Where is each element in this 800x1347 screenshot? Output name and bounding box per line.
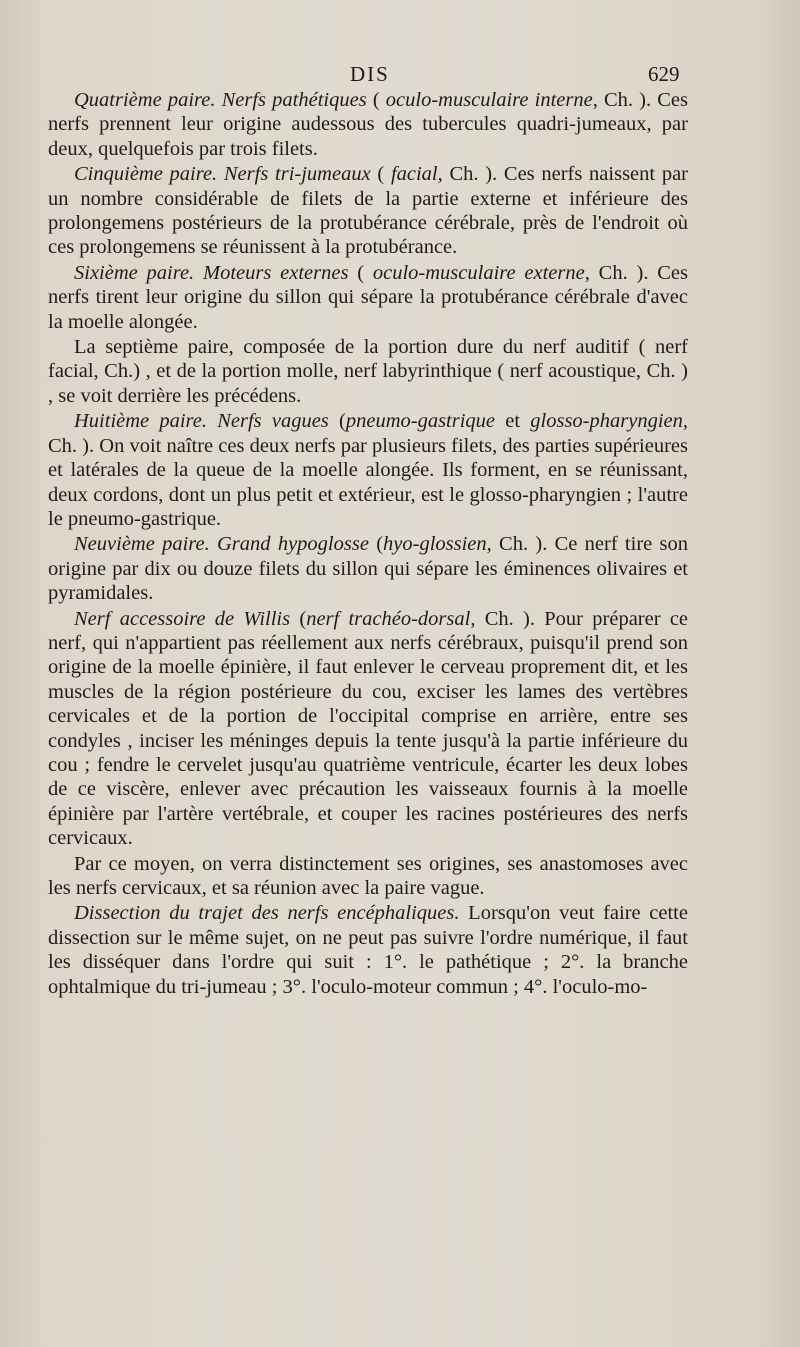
heading-dissection-route: Dissection du trajet des nerfs encéphaliques.	[74, 902, 460, 925]
paragraph-ninth-pair-sep: (	[368, 533, 384, 556]
paragraph-eighth-pair-synonym-1: pneumo-gastrique	[345, 410, 496, 433]
page-number: 629	[648, 62, 680, 86]
paragraph-fourth-pair	[48, 88, 688, 161]
paragraph-sixth-pair-synonym: oculo-musculaire externe	[372, 261, 585, 284]
paragraph-dissection-route	[48, 901, 688, 999]
paragraph-ninth-pair-text: , Ch. ). Ce nerf tire son origine par dix ou douze filets du sillon qui sépare les éminences olivaires et pyramidales.	[48, 533, 689, 605]
heading-fourth-pair: Quatrième paire. Nerfs pathétiques	[74, 89, 367, 111]
paragraph-accessory-nerve-text: , Ch. ). Pour préparer ce nerf, qui n'appartient pas réellement aux nerfs cérébraux, puisqu'il prend son origine de la moelle épinière, il faut enlever le cerveau proprement dit, et les muscles de la région postérieure du cou, exciser les lames des vertèbres cervicales et de la portion de l'occipital comprise en arrière, entre ses condyles , inciser les méninges depuis la tente jusqu'à la partie inférieure du cou ; fendre le cervelet jusqu'au quatrième ventricule, écarter les deux lobes de ce viscère, enlever avec précaution les vaisseaux fournis à la moelle épinière par l'artère vertébrale, et couper les racines postérieures des nerfs cervicaux.	[48, 607, 689, 850]
paragraph-accessory-nerve	[48, 607, 688, 851]
paragraph-sixth-pair	[48, 261, 688, 334]
paragraph-by-this-means	[48, 852, 688, 901]
paragraph-fifth-pair-synonym: facial	[390, 163, 438, 186]
heading-fifth-pair: Cinquième paire. Nerfs tri-jumeaux	[74, 163, 371, 186]
paragraph-fourth-pair-sep: (	[366, 89, 386, 111]
paragraph-eighth-pair-sep: (	[328, 410, 346, 433]
paragraph-fifth-pair	[48, 162, 688, 260]
text-body	[48, 88, 688, 999]
paragraph-fourth-pair-synonym: oculo-musculaire interne	[385, 89, 593, 111]
paragraph-fifth-pair-text: , Ch. ). Ces nerfs naissent par un nombre considérable de filets de la partie externe et inférieure des prolongemens postérieurs de la protubérance cérébrale, près de l'endroit où ces prolongemens se réunissent à la protubérance.	[48, 163, 688, 259]
paragraph-ninth-pair	[48, 532, 688, 605]
running-head	[0, 62, 800, 88]
paragraph-accessory-nerve-sep: (	[290, 607, 307, 630]
heading-eighth-pair: Huitième paire. Nerfs vagues	[74, 410, 329, 433]
paragraph-fourth-pair-text: , Ch. ). Ces nerfs prennent leur origine audessous des tubercules quadri-jumeaux, par deux, quelquefois par trois filets.	[48, 89, 688, 160]
paragraph-sixth-pair-text: , Ch. ). Ces nerfs tirent leur origine du sillon qui sépare la protubérance cérébrale d'avec la moelle alongée.	[48, 261, 689, 333]
paragraph-sixth-pair-sep: (	[348, 261, 373, 284]
paragraph-by-this-means-text: Par ce moyen, on verra distinctement ses origines, ses anastomoses avec les nerfs cervicaux, et sa réunion avec la paire vague.	[48, 852, 688, 899]
paragraph-eighth-pair-synonym-2: glosso-pharyngien	[530, 410, 683, 433]
running-title: DIS	[350, 62, 390, 86]
paragraph-dissection-route-text: Lorsqu'on veut faire cette dissection sur le même sujet, on ne peut pas suivre l'ordre numérique, il faut les disséquer dans l'ordre qui suit : 1°. le pathétique ; 2°. la branche ophtalmique du tri-jumeau ; 3°. l'oculo-moteur commun ; 4°. l'oculo-mo-	[48, 902, 688, 998]
heading-sixth-pair: Sixième paire. Moteurs externes	[74, 261, 349, 284]
paragraph-seventh-pair	[48, 335, 688, 408]
heading-ninth-pair: Neuvième paire. Grand hypoglosse	[74, 533, 369, 556]
paragraph-fifth-pair-sep: (	[370, 163, 391, 186]
paragraph-eighth-pair-text: , Ch. ). On voit naître ces deux nerfs par plusieurs filets, des parties supérieures et latérales de la queue de la moelle alongée. Ils forment, en se réunissant, deux cordons, dont un plus petit et extérieur, est le glosso-pharyngien ; l'autre le pneumo-gastrique.	[48, 410, 688, 530]
paragraph-eighth-pair-conj: et	[495, 410, 531, 433]
paragraph-ninth-pair-synonym: hyo-glossien	[383, 533, 487, 556]
paragraph-eighth-pair	[48, 409, 688, 531]
paragraph-seventh-pair-text: La septième paire, composée de la portion dure du nerf auditif ( nerf facial, Ch.) , et de la portion molle, nerf labyrinthique ( nerf acoustique, Ch. ) , se voit derrière les précédens.	[48, 336, 688, 407]
paragraph-accessory-nerve-synonym: nerf trachéo-dorsal	[306, 607, 471, 630]
heading-accessory-nerve: Nerf accessoire de Willis	[74, 607, 291, 630]
